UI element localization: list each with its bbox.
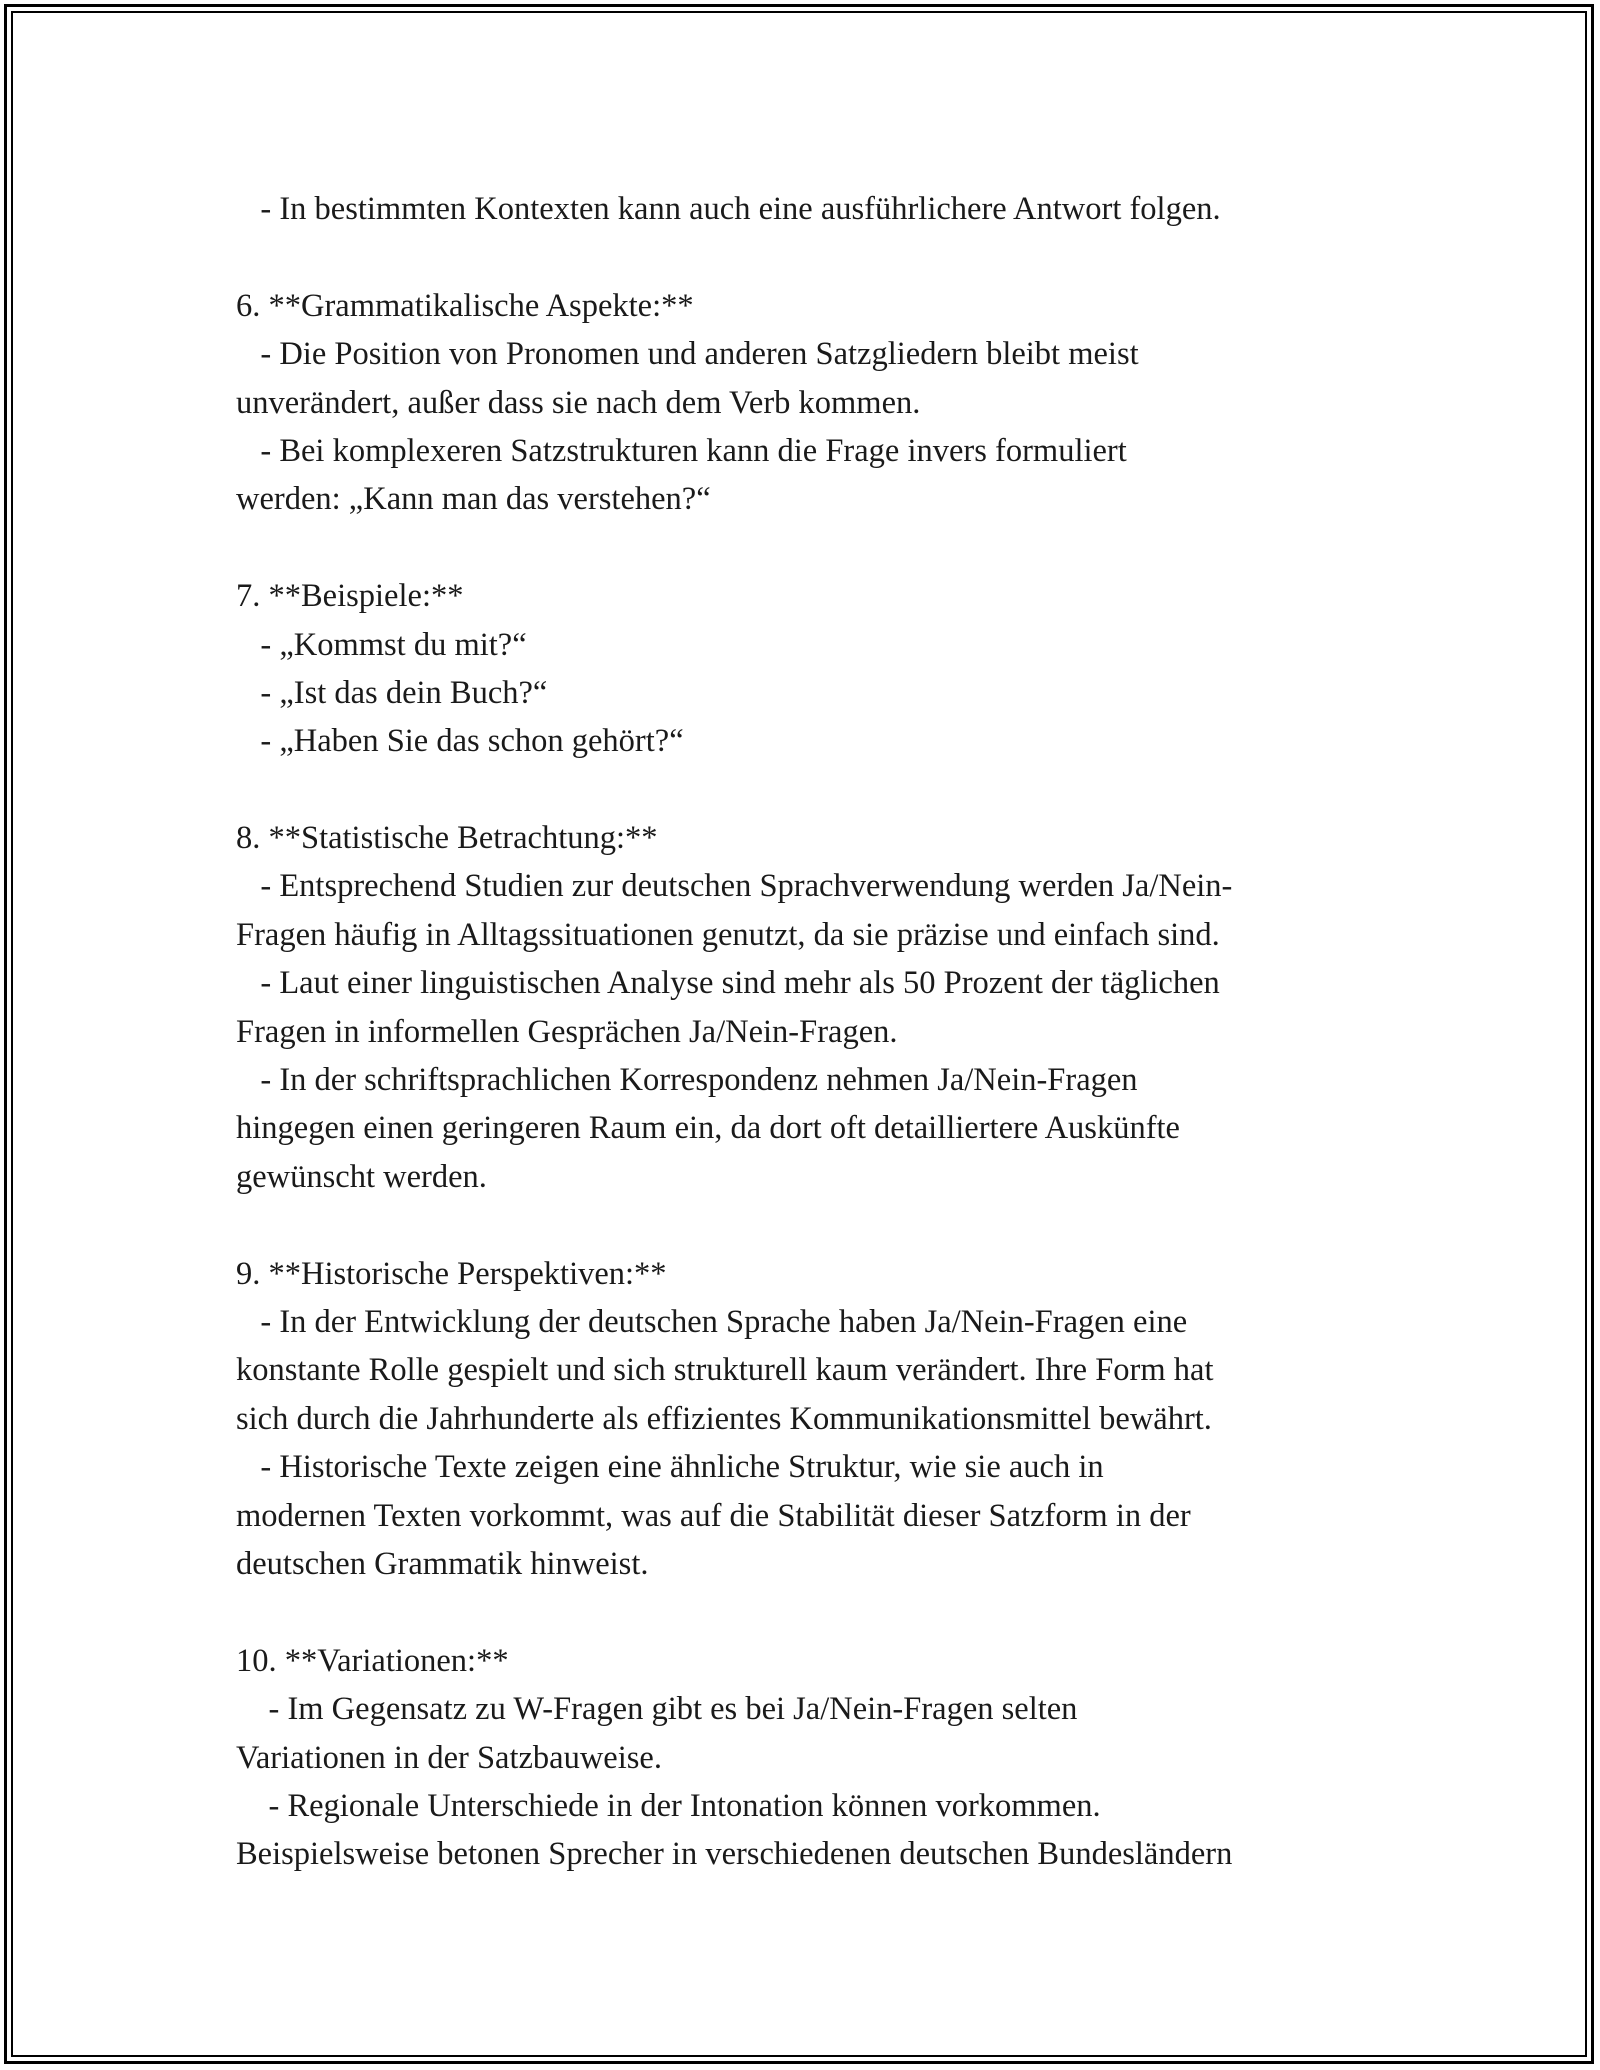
text-line: - „Ist das dein Buch?“: [236, 674, 548, 711]
text-line: - In bestimmten Kontexten kann auch eine ausführlichere Antwort folgen.: [236, 191, 1221, 227]
text-line: - In der Entwicklung der deutschen Sprache haben Ja/Nein-Fragen eine: [236, 1303, 1188, 1340]
text-line: - Die Position von Pronomen und anderen Satzgliedern bleibt meist: [236, 336, 1139, 373]
text-line: - Regionale Unterschiede in der Intonation können vorkommen.: [236, 1787, 1101, 1824]
text-line: - Laut einer linguistischen Analyse sind mehr als 50 Prozent der täglichen: [236, 965, 1220, 1002]
document-body: [236, 185, 1416, 1879]
text-line: modernen Texten vorkommt, was auf die Stabilität dieser Satzform in der: [236, 1497, 1191, 1534]
text-line: 8. **Statistische Betrachtung:**: [236, 820, 658, 857]
text-line: [236, 233, 1416, 281]
text-line: Fragen in informellen Gesprächen Ja/Nein-Fragen.: [236, 1013, 898, 1050]
text-line: 6. **Grammatikalische Aspekte:**: [236, 287, 694, 324]
text-line: konstante Rolle gespielt und sich strukturell kaum verändert. Ihre Form hat: [236, 1352, 1214, 1389]
text-line: werden: „Kann man das verstehen?“: [236, 481, 711, 518]
text-line: sich durch die Jahrhunderte als effizientes Kommunikationsmittel bewährt.: [236, 1400, 1212, 1437]
text-line: [236, 766, 1416, 814]
text-line: gewünscht werden.: [236, 1158, 487, 1195]
text-line: [236, 1588, 1416, 1636]
text-line: - „Kommst du mit?“: [236, 626, 527, 663]
text-line: unverändert, außer dass sie nach dem Verb kommen.: [236, 384, 921, 421]
text-line: - „Haben Sie das schon gehört?“: [236, 723, 684, 760]
text-line: [236, 1201, 1416, 1249]
text-line: Fragen häufig in Alltagssituationen genutzt, da sie präzise und einfach sind.: [236, 916, 1220, 953]
text-line: - In der schriftsprachlichen Korrespondenz nehmen Ja/Nein-Fragen: [236, 1062, 1138, 1099]
text-line: - Entsprechend Studien zur deutschen Sprachverwendung werden Ja/Nein-: [236, 868, 1233, 905]
text-line: - Im Gegensatz zu W-Fragen gibt es bei Ja/Nein-Fragen selten: [236, 1691, 1078, 1728]
text-line: deutschen Grammatik hinweist.: [236, 1545, 649, 1582]
text-line: - Historische Texte zeigen eine ähnliche Struktur, wie sie auch in: [236, 1449, 1104, 1486]
text-line: hingegen einen geringeren Raum ein, da dort oft detailliertere Auskünfte: [236, 1110, 1180, 1147]
text-line: 9. **Historische Perspektiven:**: [236, 1255, 667, 1292]
text-line: [236, 524, 1416, 572]
text-line: 7. **Beispiele:**: [236, 578, 464, 615]
text-line: Variationen in der Satzbauweise.: [236, 1739, 662, 1776]
text-line: Beispielsweise betonen Sprecher in verschiedenen deutschen Bundesländern: [236, 1836, 1233, 1873]
text-line: 10. **Variationen:**: [236, 1642, 509, 1679]
text-line: - Bei komplexeren Satzstrukturen kann die Frage invers formuliert: [236, 432, 1127, 469]
